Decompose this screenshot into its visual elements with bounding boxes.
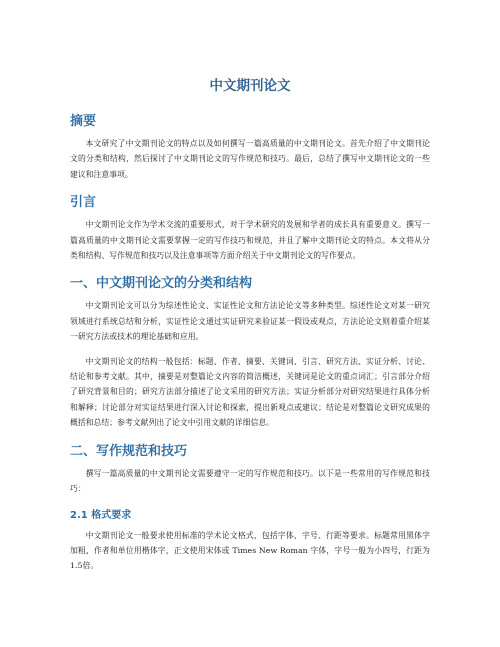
section1-heading: 一、中文期刊论文的分类和结构 <box>70 276 253 292</box>
subsection-2-1-text: 中文期刊论文一般要求使用标准的学术论文格式，包括字体、字号、行距等要求。标题常用黑体字加粗，作者和单位用楷体字，正文使用宋体或 Times New Roman 字体，字号一般为小四号，行距为1.5倍。 <box>70 530 430 571</box>
section2-intro: 撰写一篇高质量的中文期刊论文需要遵守一定的写作规范和技巧。以下是一些常用的写作规范和技巧： <box>70 468 430 494</box>
section1-paragraph-2: 中文期刊论文的结构一般包括：标题、作者、摘要、关键词、引言、研究方法、实证分析、讨论、结论和参考文献。其中，摘要是对整篇论文内容的简洁概述，关键词是论文的重点词汇；引言部分介绍了研究背景和目的；研究方法部分描述了论文采用的研究方法；实证分析部分对研究结果进行具体分析和解释；讨论部分对实证结果进行深入讨论和探索，提出新观点或建议；结论是对整篇论文研究成果的概括和总结；参考文献列出了论文中引用文献的详细信息。 <box>70 356 430 428</box>
intro-text: 中文期刊论文作为学术交流的重要形式，对于学术研究的发展和学者的成长具有重要意义。撰写一篇高质量的中文期刊论文需要掌握一定的写作技巧和规范，并且了解中文期刊论文的特点。本文将从分类和结构、写作规范和技巧以及注意事项等方面介绍关于中文期刊论文的写作要点。 <box>70 220 430 261</box>
section1-paragraph-1: 中文期刊论文可以分为综述性论文、实证性论文和方法论论文等多种类型。综述性论文对某一研究领域进行系统总结和分析，实证性论文通过实证研究来验证某一假设或观点，方法论论文则着重介绍某一研究方法或技术的理论基础和应用。 <box>70 301 430 342</box>
section2-heading: 二、写作规范和技巧 <box>70 443 188 459</box>
subsection-2-1-heading: 2.1 格式要求 <box>70 509 132 521</box>
intro-heading: 引言 <box>70 195 97 211</box>
abstract-heading: 摘要 <box>70 114 97 129</box>
document-title: 中文期刊论文 <box>209 78 291 94</box>
abstract-text: 本文研究了中文期刊论文的特点以及如何撰写一篇高质量的中文期刊论文。首先介绍了中文期刊论文的分类和结构，然后探讨了中文期刊论文的写作规范和技巧。最后，总结了撰写中文期刊论文的一些建议和注意事项。 <box>70 139 430 179</box>
